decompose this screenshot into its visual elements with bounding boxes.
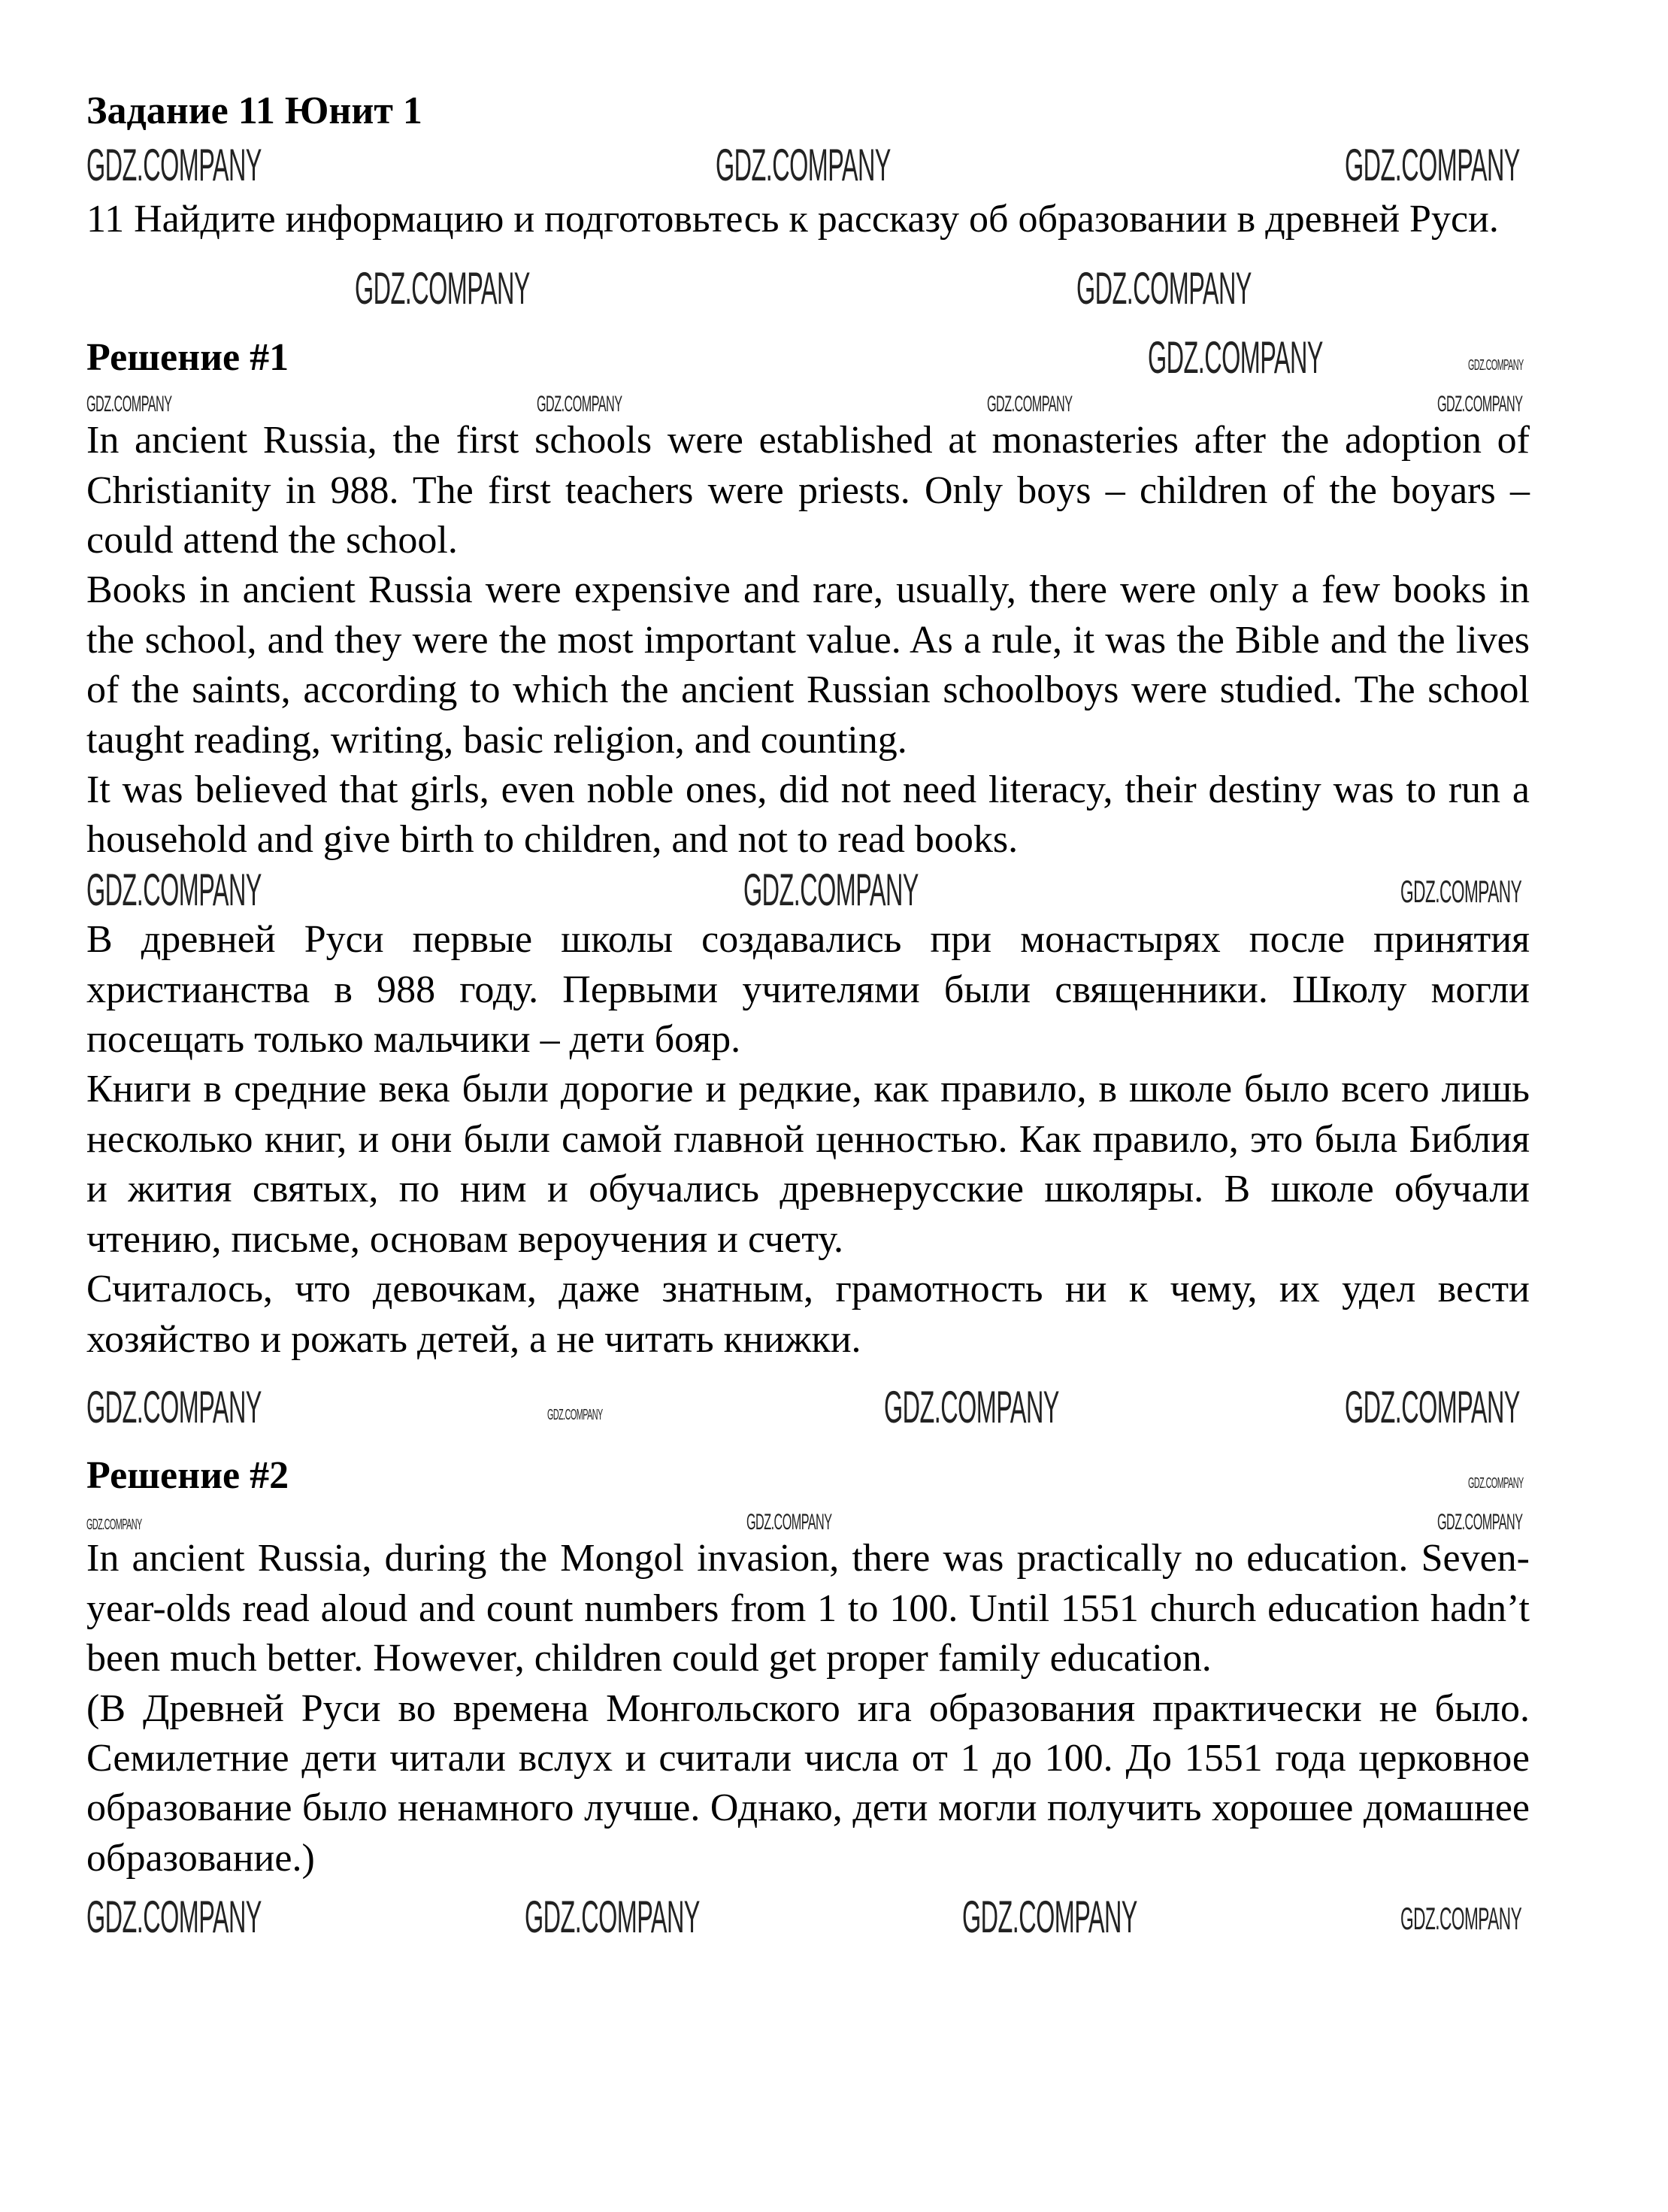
watermark [86, 1382, 271, 1433]
paragraph: Книги в средние века были дорогие и редкие, как правило, в школе было всего лишь несколько книг, и они были самой главной ценностью. Как правило, это была Библия и жития святых, по ним и обучались древнерусские школяры. В школе обучали чтению, письме, основам вероучения и счету. [86, 1068, 1530, 1261]
watermark [86, 383, 179, 416]
watermark [1400, 1898, 1530, 1937]
paragraph: (В Древней Руси во времена Монгольского ига образования практически не было. Семилетние дети читали вслух и считали числа от 1 до 100. До 1551 года церковное образование было ненамного лучше. Однако, дети могли получить хорошее домашнее образование.) [86, 1686, 1530, 1880]
paragraph: It was believed that girls, even noble ones, did not need literacy, their destiny was to run a household and give birth to children, and not to read books. [86, 768, 1530, 862]
watermark [716, 140, 901, 191]
watermark [547, 1388, 609, 1427]
watermark-row [86, 1883, 1530, 1951]
watermark-row [86, 865, 1530, 915]
watermark [355, 263, 540, 314]
watermark-text: GDZ.COMPANY [1468, 357, 1524, 374]
watermark-text: GDZ.COMPANY [1437, 392, 1523, 417]
watermark-text: GDZ.COMPANY [962, 1892, 1138, 1943]
watermark-text: GDZ.COMPANY [86, 1382, 262, 1433]
watermark-text: GDZ.COMPANY [1400, 1901, 1522, 1937]
watermark-text: GDZ.COMPANY [86, 140, 262, 191]
watermark-text: GDZ.COMPANY [537, 392, 622, 417]
watermark-row [86, 245, 1530, 333]
watermark [1400, 871, 1530, 910]
paragraph: In ancient Russia, during the Mongol invasion, there was practically no education. Seven-year-olds read aloud and count numbers from 1 to 100. Until 1551 church education hadn’t been much better. However, children could get proper family education. [86, 1537, 1530, 1680]
watermark-text: GDZ.COMPANY [1468, 1475, 1524, 1492]
watermark [1345, 140, 1530, 191]
watermark-text: GDZ.COMPANY [1400, 874, 1522, 910]
watermark [1468, 338, 1530, 377]
watermark [1076, 263, 1261, 314]
watermark-group [1148, 332, 1530, 383]
solution-1-header [86, 333, 1530, 383]
watermark-text: GDZ.COMPANY [86, 865, 262, 916]
watermark-row [86, 136, 1530, 195]
watermark-row [86, 1501, 1530, 1534]
watermark [86, 1892, 271, 1943]
watermark-text: GDZ.COMPANY [1076, 263, 1252, 314]
watermark-text: GDZ.COMPANY [355, 263, 530, 314]
watermark-text: GDZ.COMPANY [546, 1407, 603, 1424]
watermark-text: GDZ.COMPANY [1148, 332, 1323, 383]
watermark-text: GDZ.COMPANY [1345, 140, 1520, 191]
watermark-text: GDZ.COMPANY [524, 1892, 700, 1943]
paragraph: Считалось, что девочкам, даже знатным, грамотность ни к чему, их удел вести хозяйство и рожать детей, а не читать книжки. [86, 1268, 1530, 1361]
page-title: Задание 11 Юнит 1 [86, 89, 422, 132]
watermark-text: GDZ.COMPANY [987, 392, 1073, 417]
watermark-text: GDZ.COMPANY [746, 1510, 832, 1535]
solution-2-body [86, 1534, 1530, 1883]
watermark [746, 1501, 839, 1534]
watermark [743, 865, 928, 916]
task-paragraph: 11 Найдите информацию и подготовьтесь к рассказу об образовании в древней Руси. [86, 198, 1499, 241]
watermark [524, 1892, 710, 1943]
solution-2-heading: Решение #2 [86, 1453, 289, 1497]
watermark [1437, 1501, 1530, 1534]
watermark [987, 383, 1079, 416]
paragraph: In ancient Russia, the first schools were established at monasteries after the adoption of Christianity in 988. The first teachers were priests. Only boys – children of the boyars – could attend the school. [86, 419, 1530, 562]
paragraph: В древней Руси первые школы создавались при монастырях после принятия христианства в 988 году. Первыми учителями были священники. Школу могли посещать только мальчики – дети бояр. [86, 918, 1530, 1062]
watermark-text: GDZ.COMPANY [743, 865, 919, 916]
watermark [1468, 1456, 1530, 1495]
watermark [86, 1501, 148, 1534]
watermark-row [86, 1365, 1530, 1451]
watermark [1344, 1382, 1530, 1433]
watermark [86, 865, 271, 916]
watermark-text: GDZ.COMPANY [1344, 1382, 1520, 1433]
watermark-group [1468, 1456, 1530, 1495]
watermark [537, 383, 629, 416]
watermark [1148, 332, 1333, 383]
watermark-text: GDZ.COMPANY [86, 392, 172, 417]
solution-1-russian [86, 915, 1530, 1365]
watermark-text: GDZ.COMPANY [86, 1892, 262, 1943]
watermark [884, 1382, 1069, 1433]
watermark [962, 1892, 1147, 1943]
watermark [86, 140, 271, 191]
watermark-text: GDZ.COMPANY [86, 1517, 142, 1534]
watermark-text: GDZ.COMPANY [716, 140, 891, 191]
paragraph: Books in ancient Russia were expensive and rare, usually, there were only a few books in the school, and they were the most important value. As a rule, it was the Bible and the lives of the saints, according to which the ancient Russian schoolboys were studied. The school taught reading, writing, basic religion, and counting. [86, 568, 1530, 762]
watermark-row [86, 383, 1530, 416]
watermark-text: GDZ.COMPANY [1437, 1510, 1523, 1535]
solution-1-english [86, 416, 1530, 865]
watermark-text: GDZ.COMPANY [884, 1382, 1060, 1433]
solution-2-header [86, 1451, 1530, 1501]
watermark [1437, 383, 1530, 416]
solution-1-heading: Решение #1 [86, 335, 289, 379]
